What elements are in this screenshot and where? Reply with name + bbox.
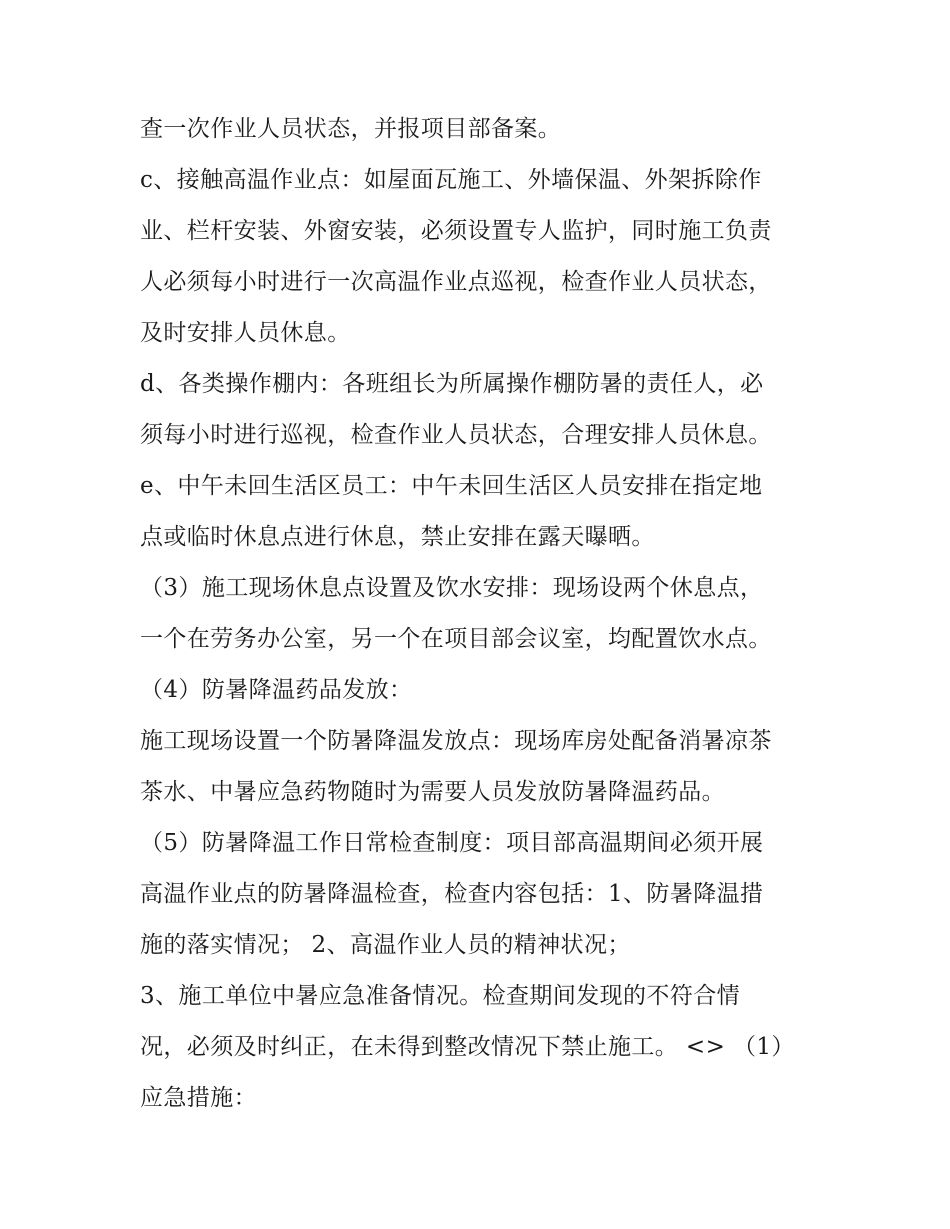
text-line: 况，必须及时纠正，在未得到整改情况下禁止施工。 <> （1） xyxy=(140,1034,795,1060)
text-line: 茶水、中暑应急药物随时为需要人员发放防暑降温药品。 xyxy=(140,779,725,805)
text-line: 应急措施： xyxy=(140,1085,257,1111)
text-line: 须每小时进行巡视，检查作业人员状态，合理安排人员休息。 xyxy=(140,422,772,448)
text-line: e、中午未回生活区员工：中午未回生活区人员安排在指定地 xyxy=(140,473,763,499)
text-line: 点或临时休息点进行休息，禁止安排在露天曝晒。 xyxy=(140,524,655,550)
text-line: 人必须每小时进行一次高温作业点巡视，检查作业人员状态， xyxy=(140,269,772,295)
text-line: 施的落实情况； 2、高温作业人员的精神状况； xyxy=(140,932,631,958)
text-line: （3）施工现场休息点设置及饮水安排：现场设两个休息点， xyxy=(140,575,764,601)
text-line: 3、施工单位中暑应急准备情况。检查期间发现的不符合情 xyxy=(140,983,741,1009)
document-body xyxy=(140,104,820,1124)
text-line: （4）防暑降温药品发放： xyxy=(140,677,413,703)
text-line: 业、栏杆安装、外窗安装，必须设置专人监护，同时施工负责 xyxy=(140,218,772,244)
text-line: （5）防暑降温工作日常检查制度：项目部高温期间必须开展 xyxy=(140,830,764,856)
text-line: 施工现场设置一个防暑降温发放点：现场库房处配备消暑凉茶 xyxy=(140,728,772,754)
text-line: d、各类操作棚内：各班组长为所属操作棚防暑的责任人，必 xyxy=(140,371,764,397)
text-line: c、接触高温作业点：如屋面瓦施工、外墙保温、外架拆除作 xyxy=(140,167,762,193)
text-line: 高温作业点的防暑降温检查，检查内容包括：1、防暑降温措 xyxy=(140,881,764,907)
text-line: 一个在劳务办公室，另一个在项目部会议室，均配置饮水点。 xyxy=(140,626,772,652)
text-line: 及时安排人员休息。 xyxy=(140,320,351,346)
text-line: 查一次作业人员状态，并报项目部备案。 xyxy=(140,116,562,142)
